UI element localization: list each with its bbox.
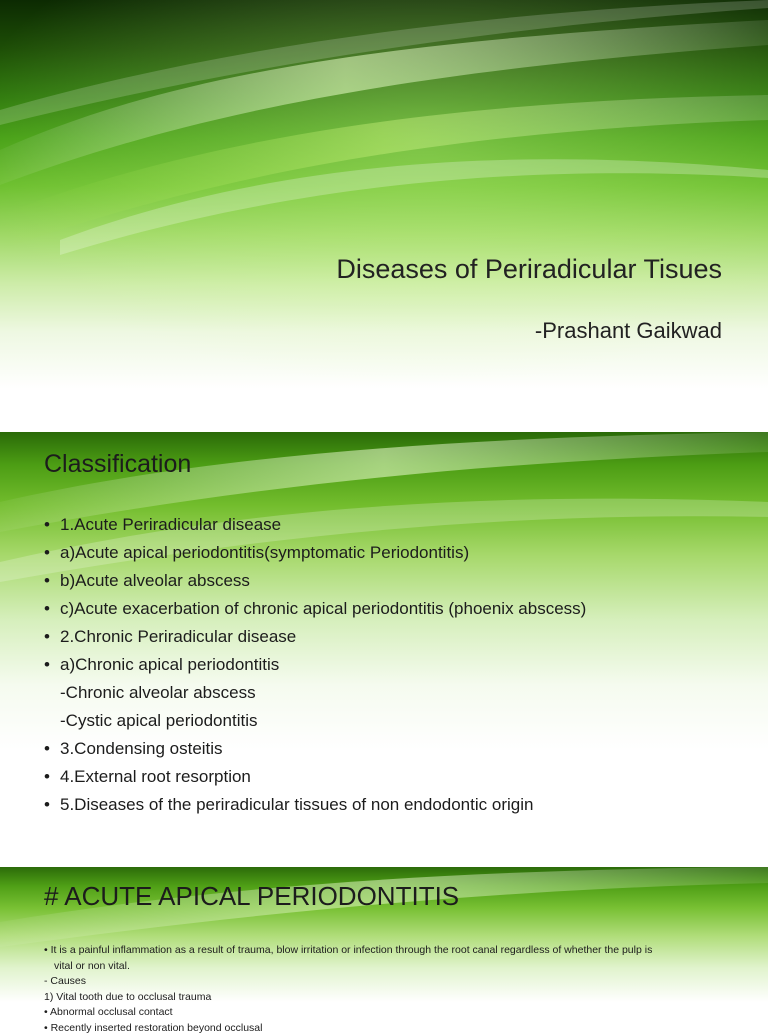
body-line: - Causes (44, 974, 734, 990)
slide-title: Diseases of Periradicular Tisues (336, 254, 722, 285)
list-item (44, 707, 586, 735)
bullet-icon: • (44, 595, 60, 623)
list-item (44, 623, 586, 651)
bullet-icon: • (44, 623, 60, 651)
classification-slide (0, 432, 768, 840)
list-item-text: c)Acute exacerbation of chronic apical periodontitis (phoenix abscess) (60, 599, 586, 618)
list-item-text: 5.Diseases of the periradicular tissues of non endodontic origin (60, 795, 533, 814)
body-line: • It is a painful inflammation as a result of trauma, blow irritation or infection through the root canal regardless of whether the pulp is (44, 943, 734, 959)
bullet-icon: • (44, 539, 60, 567)
list-item (44, 763, 586, 791)
green-wave-background (0, 0, 768, 405)
list-item-text: a)Acute apical periodontitis(symptomatic Periodontitis) (60, 543, 469, 562)
list-item-text: b)Acute alveolar abscess (60, 571, 250, 590)
list-item (44, 567, 586, 595)
list-item-text: 2.Chronic Periradicular disease (60, 627, 296, 646)
list-item (44, 651, 586, 679)
bullet-icon: • (44, 651, 60, 679)
slide-heading: # ACUTE APICAL PERIODONTITIS (44, 881, 459, 912)
list-item (44, 679, 586, 707)
body-line: • Recently inserted restoration beyond occlusal (44, 1021, 734, 1036)
body-line: vital or non vital. (44, 959, 734, 975)
bullet-icon: • (44, 511, 60, 539)
bullet-icon: • (44, 763, 60, 791)
body-line: • Abnormal occlusal contact (44, 1005, 734, 1021)
bullet-icon: • (44, 791, 60, 819)
slide-subtitle-author: -Prashant Gaikwad (535, 318, 722, 344)
body-line: 1) Vital tooth due to occlusal trauma (44, 990, 734, 1006)
slide-body-text (44, 943, 734, 1036)
list-item-text: 4.External root resorption (60, 767, 251, 786)
classification-list (44, 511, 586, 819)
list-item (44, 735, 586, 763)
list-item (44, 595, 586, 623)
list-item (44, 539, 586, 567)
list-item (44, 511, 586, 539)
title-slide (0, 0, 768, 405)
list-item-text: -Chronic alveolar abscess (60, 683, 256, 702)
slide-heading: Classification (44, 450, 191, 479)
bullet-icon: • (44, 567, 60, 595)
bullet-icon: • (44, 735, 60, 763)
list-item-text: -Cystic apical periodontitis (60, 711, 257, 730)
list-item (44, 791, 586, 819)
list-item-text: 3.Condensing osteitis (60, 739, 223, 758)
acute-apical-periodontitis-slide (0, 867, 768, 1024)
list-item-text: 1.Acute Periradicular disease (60, 515, 281, 534)
list-item-text: a)Chronic apical periodontitis (60, 655, 279, 674)
